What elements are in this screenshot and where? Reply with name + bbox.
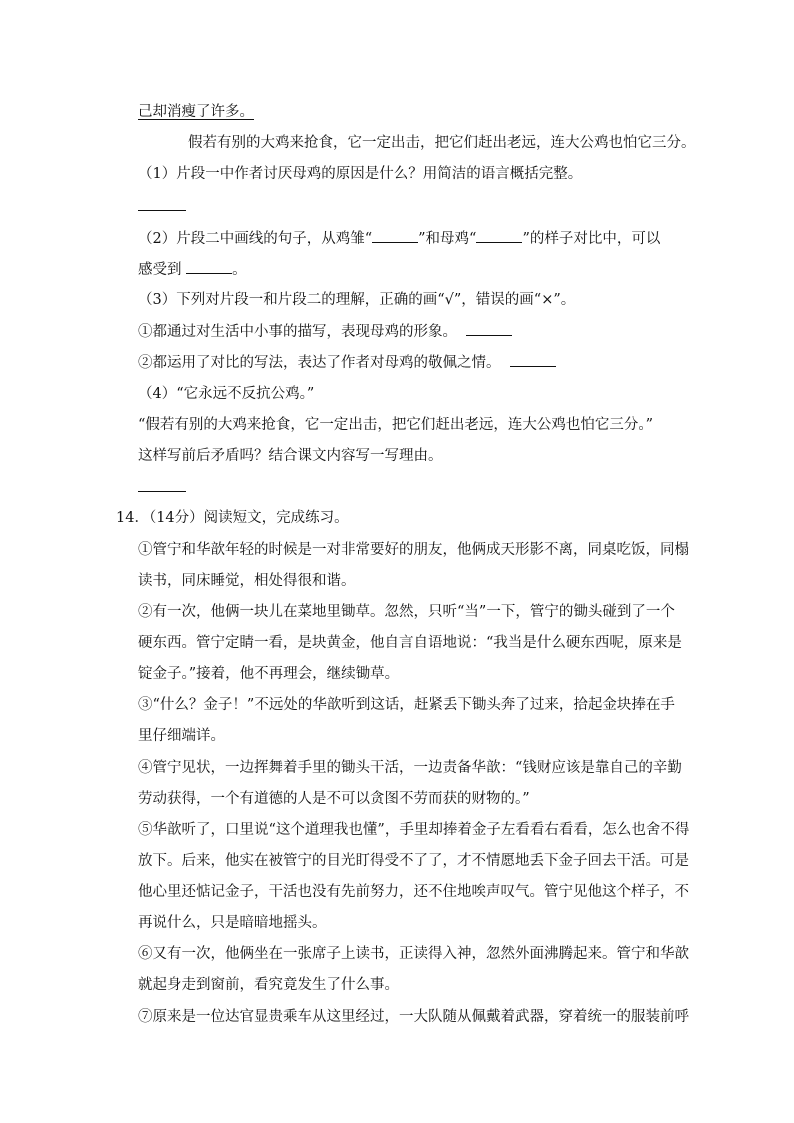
paragraph-line: ②有一次，他俩一块儿在菜地里锄草。忽然，只听“当”一下，管宁的锄头碰到了一个 [138, 604, 675, 620]
paragraph-line: 锭金子。”接着，他不再理会，继续锄草。 [138, 666, 400, 682]
answer-blank-3-1[interactable] [466, 321, 512, 336]
underlined-sentence: 己却消瘦了许多。 [138, 104, 254, 120]
paragraph-line: 劳动获得，一个有道德的人是不可以贪图不劳而获的财物的。” [138, 791, 530, 807]
paragraph-line: ①管宁和华歆年轻的时候是一对非常要好的朋友，他俩成天形影不离，同桌吃饭，同榻 [138, 542, 689, 558]
paragraph-line: ⑤华歆听了，口里说“这个道理我也懂”，手里却捧着金子左看看右看看，怎么也舍不得 [138, 822, 690, 838]
question-2 [138, 228, 660, 249]
paragraph-line: ③“什么？金子！”不远处的华歆听到这话，赶紧丢下锄头奔了过来，拾起金块捧在手 [138, 697, 675, 713]
item-text: ②都运用了对比的写法，表达了作者对母鸡的敬佩之情。 [138, 355, 501, 371]
paragraph-line: 再说什么，只是暗暗地摇头。 [138, 915, 327, 931]
q2-text: 感受到 [138, 262, 182, 278]
question-3-item-2 [138, 352, 556, 373]
question-4-ask: 这样写前后矛盾吗？结合课文内容写一写理由。 [138, 448, 443, 464]
paragraph-line: 他心里还惦记金子，干活也没有先前努力，还不住地唉声叹气。管宁见他这个样子，不 [138, 884, 689, 900]
answer-blank-hen[interactable] [476, 228, 522, 243]
paragraph-line: 放下。后来，他实在被管宁的目光盯得受不了了，才不情愿地丢下金子回去干活。可是 [138, 853, 689, 869]
paragraph-line: ⑥又有一次，他俩坐在一张席子上读书，正读得入神，忽然外面沸腾起来。管宁和华歆 [138, 946, 689, 962]
q2-text: 。 [232, 262, 247, 278]
question-3-item-1 [138, 321, 512, 342]
question-2-cont [138, 259, 247, 280]
item-text: ①都通过对生活中小事的描写，表现母鸡的形象。 [138, 324, 457, 340]
q2-text: ”的样子对比中，可以 [522, 231, 661, 247]
passage-line [138, 102, 254, 122]
paragraph-line: 读书，同床睡觉，相处得很和谐。 [138, 573, 356, 589]
question-4-quote: （4）“它永远不反抗公鸡。” [138, 386, 315, 402]
answer-blank-3-2[interactable] [510, 352, 556, 367]
question-4-quote: “假若有别的大鸡来抢食，它一定出击，把它们赶出老远，连大公鸡也怕它三分。” [138, 417, 654, 433]
paragraph-line: ④管宁见状，一边挥舞着手里的锄头干活，一边责备华歆：“钱财应该是靠自己的辛勤 [138, 760, 682, 776]
question-1: （1）片段一中作者讨厌母鸡的原因是什么？用简洁的语言概括完整。 [138, 166, 583, 182]
q2-text: （2）片段二中画线的句子，从鸡雏“ [138, 231, 373, 247]
answer-blank-feeling[interactable] [186, 259, 232, 274]
passage-line: 假若有别的大鸡来抢食，它一定出击，把它们赶出老远，连大公鸡也怕它三分。 [188, 135, 696, 151]
paragraph-line: ⑦原来是一位达官显贵乘车从这里经过，一大队随从佩戴着武器，穿着统一的服装前呼 [138, 1009, 689, 1025]
question-3-stem: （3）下列对片段一和片段二的理解，正确的画“√”，错误的画“×”。 [138, 292, 576, 308]
answer-blank-chick[interactable] [372, 228, 418, 243]
answer-blank-1[interactable] [138, 210, 186, 211]
paragraph-line: 硬东西。管宁定睛一看，是块黄金，他自言自语地说：“我当是什么硬东西呢，原来是 [138, 635, 682, 651]
q2-text: ”和母鸡“ [418, 231, 477, 247]
paragraph-line: 就起身走到窗前，看究竟发生了什么事。 [138, 977, 399, 993]
question-14-heading: 14．（14分）阅读短文，完成练习。 [116, 510, 349, 526]
paragraph-line: 里仔细端详。 [138, 728, 225, 744]
answer-blank-4[interactable] [138, 491, 186, 492]
